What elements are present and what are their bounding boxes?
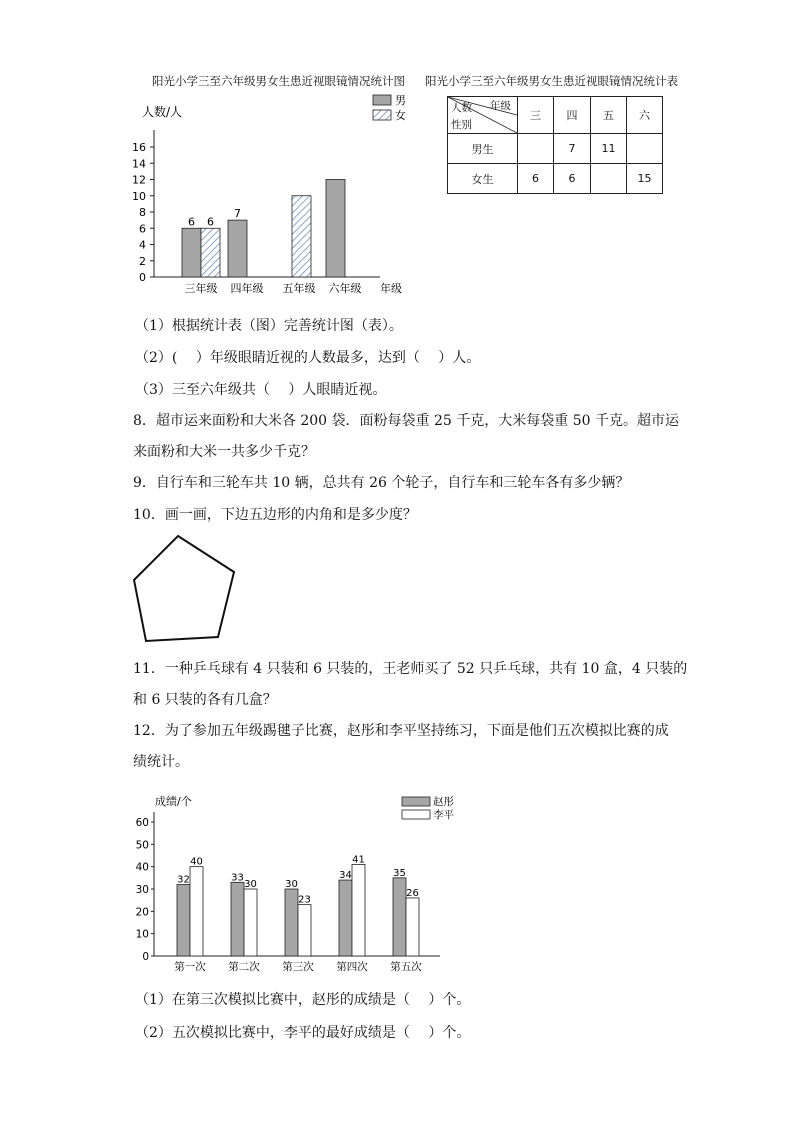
y-tick-label: 0 xyxy=(139,271,146,284)
y-tick-label: 4 xyxy=(139,238,146,252)
table-cell: 15 xyxy=(627,164,663,194)
bar-label-liping: 40 xyxy=(190,856,203,868)
question-1: （1）根据统计表（图）完善统计图（表）。 xyxy=(135,318,403,334)
table-row xyxy=(448,164,663,194)
table-row xyxy=(448,134,663,164)
table-cell xyxy=(518,134,554,164)
bar-label-zhaotong: 33 xyxy=(231,872,244,884)
table-cell: 6 xyxy=(518,164,554,194)
problem-12-question-1: （1）在第三次模拟比赛中，赵彤的成绩是（ ）个。 xyxy=(135,992,471,1008)
problem-12-question-2: （2）五次模拟比赛中，李平的最好成绩是（ ）个。 xyxy=(135,1025,471,1041)
table-corner-cell xyxy=(448,97,518,134)
y-tick-label: 10 xyxy=(132,189,146,203)
problem-11-line-2: 和 6 只装的各有几盒？ xyxy=(133,692,277,708)
y-tick-label: 14 xyxy=(132,157,146,171)
table-header-cell: 六 xyxy=(627,97,663,134)
problem-11-line-1: 11．一种乒乓球有 4 只装和 6 只装的，王老师买了 52 只乒乓球，共有 10 盒，4 只装的 xyxy=(133,661,688,677)
x-tick-label: 第二次 xyxy=(228,961,260,973)
y-tick-label: 2 xyxy=(139,254,146,268)
bar-label-liping: 30 xyxy=(244,879,257,890)
problem-8-line-1: 8．超市运来面粉和大米各 200 袋．面粉每袋重 25 千克，大米每袋重 50 千克。超市运 xyxy=(133,413,679,429)
y-tick-label: 30 xyxy=(135,884,149,896)
x-axis-label: 年级 xyxy=(380,282,402,295)
score-bar-chart xyxy=(130,790,460,975)
table-cell xyxy=(591,164,627,194)
y-tick-label: 12 xyxy=(132,173,146,187)
legend-label-liping: 李平 xyxy=(433,809,454,821)
bar-male xyxy=(182,228,201,277)
bar-zhaotong xyxy=(231,882,244,956)
y-tick-label: 40 xyxy=(135,861,149,874)
chart-title-eye: 阳光小学三至六年级男女生患近视眼镜情况统计图 xyxy=(152,74,405,88)
bar-liping xyxy=(298,905,311,956)
bar-liping xyxy=(352,864,365,956)
table-header-cell: 四 xyxy=(554,97,591,134)
legend-swatch-female xyxy=(373,110,391,120)
table-header-cell: 五 xyxy=(591,97,627,134)
x-tick-label: 四年级 xyxy=(230,282,264,295)
corner-label-gender: 性别 xyxy=(451,119,472,131)
corner-label-count: 人数 xyxy=(451,102,472,114)
bar-label-female: 6 xyxy=(207,215,214,229)
table-cell xyxy=(627,134,663,164)
table-header-cell: 三 xyxy=(518,97,554,134)
bar-female xyxy=(201,228,220,277)
eye-stat-table xyxy=(447,96,663,194)
legend-swatch-male xyxy=(373,95,391,105)
bar-male xyxy=(228,220,247,277)
y-axis-label: 人数/人 xyxy=(142,105,183,119)
bar-label-zhaotong: 35 xyxy=(393,867,406,879)
eye-bar-chart xyxy=(130,92,420,302)
y-tick-label: 50 xyxy=(135,839,149,852)
bar-zhaotong xyxy=(177,885,190,956)
problem-12-line-2: 绩统计。 xyxy=(133,754,189,770)
bar-liping xyxy=(244,889,257,956)
x-tick-label: 第一次 xyxy=(174,961,206,973)
bar-male xyxy=(326,180,345,278)
bar-female xyxy=(292,196,311,277)
legend-swatch-liping xyxy=(402,810,430,819)
table-cell: 7 xyxy=(554,134,591,164)
bar-label-male: 7 xyxy=(234,207,241,221)
bar-liping xyxy=(190,867,203,956)
bar-liping xyxy=(406,898,419,956)
x-tick-label: 五年级 xyxy=(282,282,316,295)
bar-zhaotong xyxy=(285,889,298,956)
row-label: 女生 xyxy=(448,164,518,194)
y-tick-label: 16 xyxy=(132,141,146,154)
legend-label-zhaotong: 赵彤 xyxy=(433,796,454,808)
bar-zhaotong xyxy=(339,880,352,956)
bar-label-zhaotong: 30 xyxy=(285,879,298,890)
bar-label-liping: 26 xyxy=(406,887,419,899)
bar-label-male: 6 xyxy=(188,215,195,229)
legend-label-female: 女 xyxy=(395,109,406,122)
table-cell: 11 xyxy=(591,134,627,164)
pentagon-shape xyxy=(134,536,234,641)
y-tick-label: 6 xyxy=(139,222,146,236)
problem-12-line-1: 12．为了参加五年级踢毽子比赛，赵彤和李平坚持练习，下面是他们五次模拟比赛的成 xyxy=(133,723,669,739)
bar-label-liping: 23 xyxy=(298,894,311,906)
table-title-eye: 阳光小学三至六年级男女生患近视眼镜情况统计表 xyxy=(425,74,678,88)
x-tick-label: 第三次 xyxy=(282,961,314,973)
pentagon-figure xyxy=(128,530,243,648)
legend-label-male: 男 xyxy=(395,94,406,107)
question-2: （2）( ）年级眼睛近视的人数最多，达到（ ）人。 xyxy=(135,350,481,366)
y-tick-label: 8 xyxy=(139,206,146,219)
table-cell: 6 xyxy=(554,164,591,194)
bar-label-zhaotong: 32 xyxy=(177,874,190,886)
x-tick-label: 第五次 xyxy=(390,961,422,973)
y-axis-label: 成绩/个 xyxy=(155,795,192,808)
problem-9: 9．自行车和三轮车共 10 辆，总共有 26 个轮子，自行车和三轮车各有多少辆？ xyxy=(133,475,630,491)
problem-8-line-2: 来面粉和大米一共多少千克？ xyxy=(133,444,315,460)
question-3: （3）三至六年级共（ ）人眼睛近视。 xyxy=(135,382,387,398)
x-tick-label: 六年级 xyxy=(328,282,362,295)
bar-zhaotong xyxy=(393,878,406,956)
bar-label-zhaotong: 34 xyxy=(339,870,352,882)
x-tick-label: 三年级 xyxy=(184,282,218,295)
y-tick-label: 60 xyxy=(135,817,149,829)
x-tick-label: 第四次 xyxy=(336,961,368,973)
corner-label-grade: 年级 xyxy=(490,100,511,112)
y-tick-label: 10 xyxy=(135,928,149,941)
y-tick-label: 20 xyxy=(135,906,149,919)
y-tick-label: 0 xyxy=(142,951,149,963)
problem-10: 10．画一画，下边五边形的内角和是多少度？ xyxy=(133,507,417,523)
row-label: 男生 xyxy=(448,134,518,164)
bar-label-liping: 41 xyxy=(352,854,365,866)
legend-swatch-zhaotong xyxy=(402,797,430,806)
